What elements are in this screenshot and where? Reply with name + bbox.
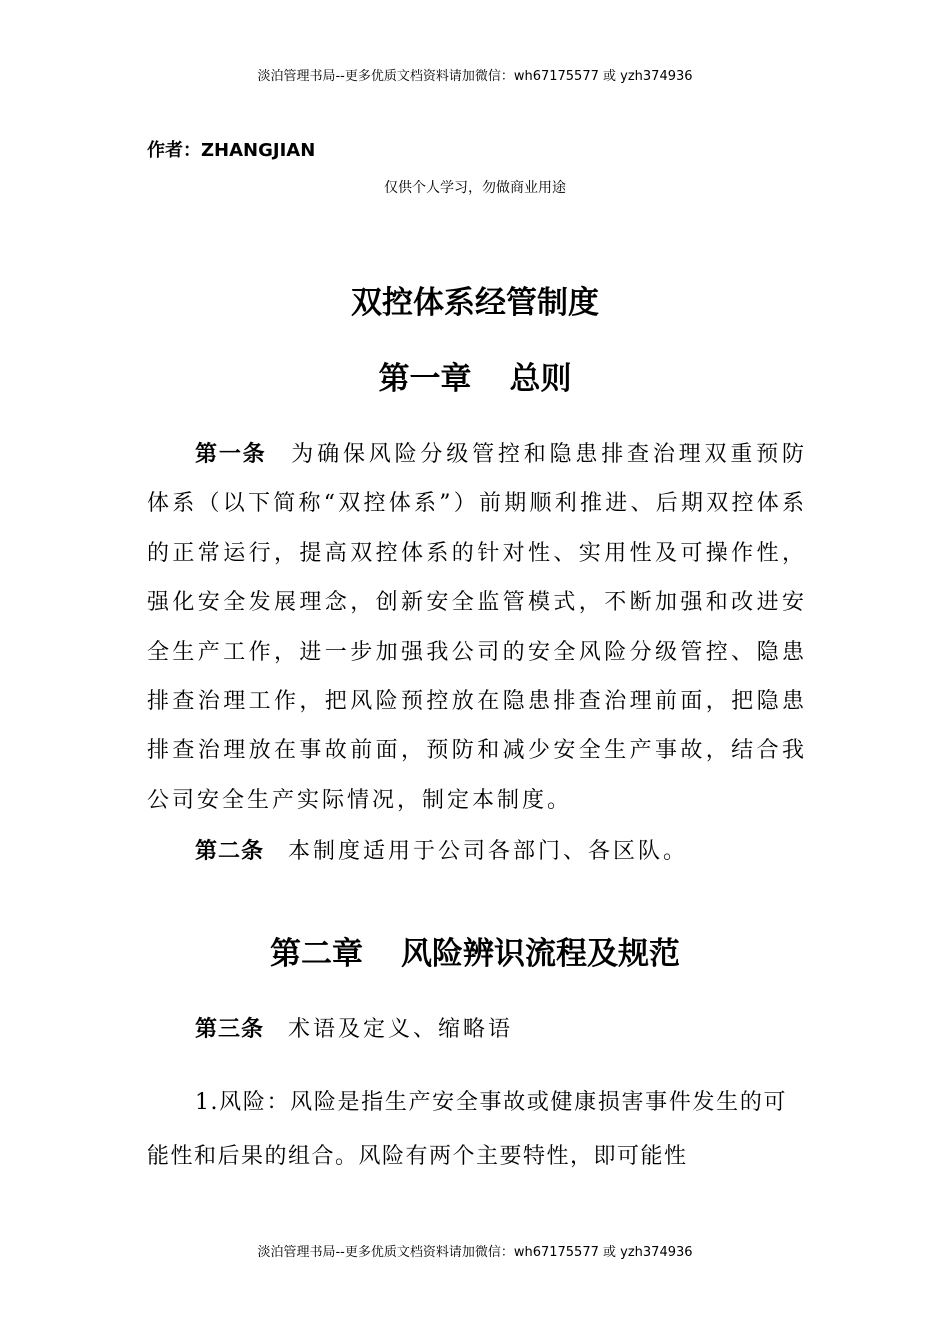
article-label: 第三条 [195,1017,265,1042]
page-footer: 淡泊管理书局--更多优质文档资料请加微信：wh67175577 或 yzh374936 [257,1245,693,1260]
article-label: 第一条 [195,442,267,467]
definition-item-1: 1.风险：风险是指生产安全事故或健康损害事件发生的可能性和后果的组合。风险有两个主要特性，即可能性 [147,1090,787,1169]
chapter-name: 总则 [509,361,572,397]
chapter-1-heading [0,359,950,399]
chapter-number: 第二章 [270,936,363,972]
document-title: 双控体系经管制度 [351,285,599,321]
article-text: 本制度适用于公司各部门、各区队。 [288,839,689,864]
chapter-2-heading [0,934,950,974]
page-header: 淡泊管理书局--更多优质文档资料请加微信：wh67175577 或 yzh374936 [257,69,693,84]
disclaimer: 仅供个人学习，勿做商业用途 [384,180,566,196]
article-2 [147,832,807,872]
article-label: 第二条 [195,839,265,864]
author-line: 作者：ZHANGJIAN [147,140,316,161]
chapter-name: 风险辨识流程及规范 [401,936,680,972]
chapter-number: 第一章 [378,361,472,397]
article-text: 术语及定义、缩略语 [288,1017,514,1042]
article-text: 为确保风险分级管控和隐患排查治理双重预防体系（以下简称“双控体系”）前期顺利推进、后期双控体系的正常运行，提高双控体系的针对性、实用性及可操作性，强化安全发展理念，创新安全监管模式，不断加强和改进安全生产工作，进一步加强我公司的安全风险分级管控、隐患排查治理工作，把风险预控放在隐患排查治理前面，把隐患排查治理放在事故前面，预防和减少安全生产事故，结合我公司安全生产实际情况，制定本制度。 [147,442,807,813]
article-3 [147,1010,807,1050]
article-1 [147,430,807,825]
